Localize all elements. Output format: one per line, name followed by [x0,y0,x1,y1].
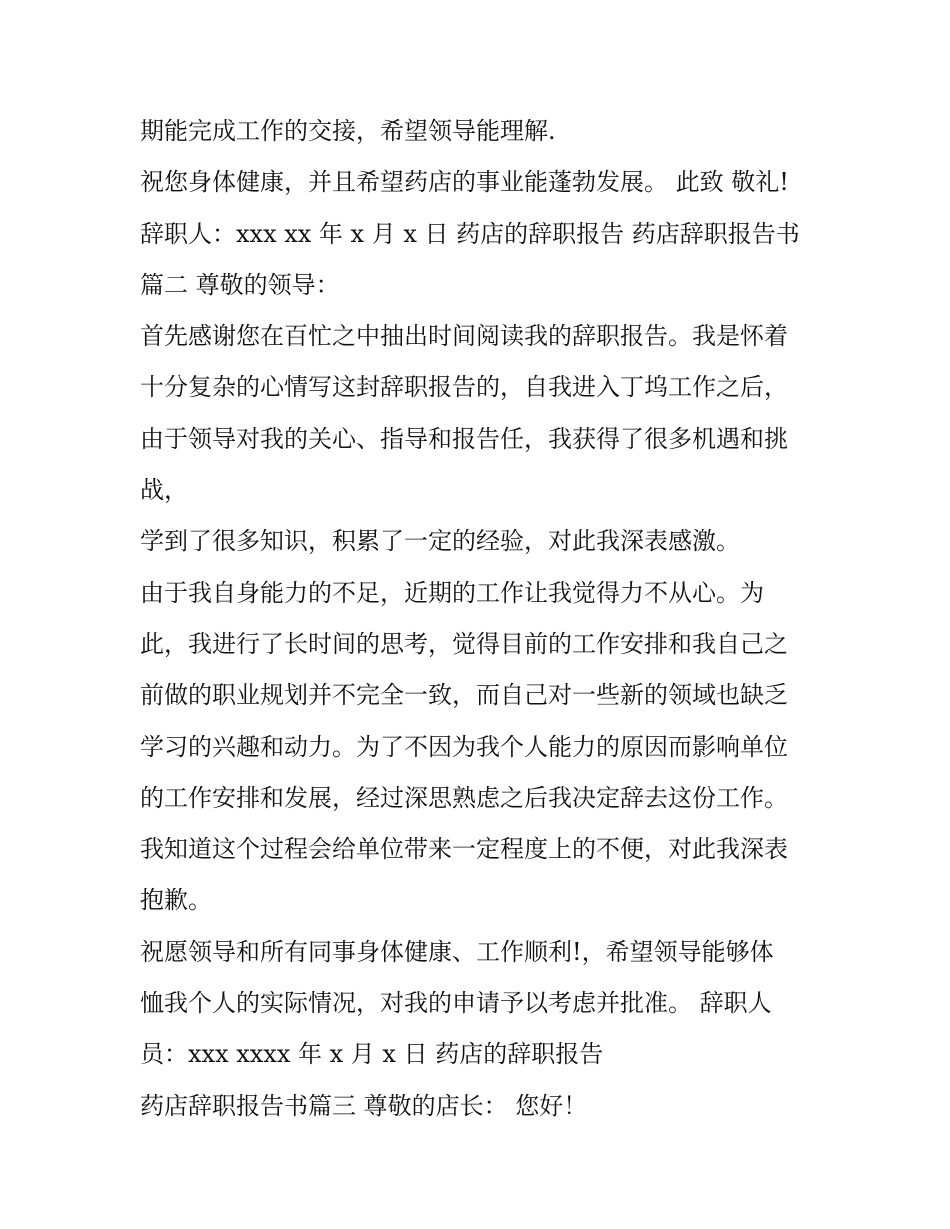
text-line-16: 抱歉。 [140,886,212,915]
text-line-20: 药店辞职报告书篇三 尊敬的店长： 您好！ [140,1091,588,1120]
text-line-19: 员：xxx xxxx 年 x 月 x 日 药店的辞职报告 [140,1040,604,1069]
document-body [140,106,830,1132]
text-line-10: 由于我自身能力的不足，近期的工作让我觉得力不从心。为 [140,578,764,607]
text-line-12: 前做的职业规划并不完全一致，而自己对一些新的领域也缺乏 [140,681,788,710]
text-line-14: 的工作安排和发展，经过深思熟虑之后我决定辞去这份工作。 [140,783,788,812]
text-line-4: 篇二 尊敬的领导： [140,270,340,299]
text-line-11: 此，我进行了长时间的思考，觉得目前的工作安排和我自己之 [140,629,788,658]
text-line-13: 学习的兴趣和动力。为了不因为我个人能力的原因而影响单位 [140,732,788,761]
text-line-17: 祝愿领导和所有同事身体健康、工作顺利!，希望领导能够体 [140,937,774,966]
text-line-7: 由于领导对我的关心、指导和报告任，我获得了很多机遇和挑 [140,424,788,453]
text-line-1: 期能完成工作的交接，希望领导能理解. [140,117,556,145]
text-line-3: 辞职人：xxx xx 年 x 月 x 日 药店的辞职报告 药店辞职报告书 [140,219,800,248]
text-line-8: 战， [140,476,188,505]
text-line-9: 学到了很多知识，积累了一定的经验，对此我深表感激。 [140,527,740,556]
text-line-5: 首先感谢您在百忙之中抽出时间阅读我的辞职报告。我是怀着 [140,322,788,351]
text-line-6: 十分复杂的心情写这封辞职报告的，自我进入丁坞工作之后， [140,373,788,402]
text-line-18: 恤我个人的实际情况，对我的申请予以考虑并批准。 辞职人 [140,989,772,1018]
text-line-15: 我知道这个过程会给单位带来一定程度上的不便，对此我深表 [140,835,788,864]
text-line-2: 祝您身体健康，并且希望药店的事业能蓬勃发展。 此致 敬礼! [140,168,789,197]
